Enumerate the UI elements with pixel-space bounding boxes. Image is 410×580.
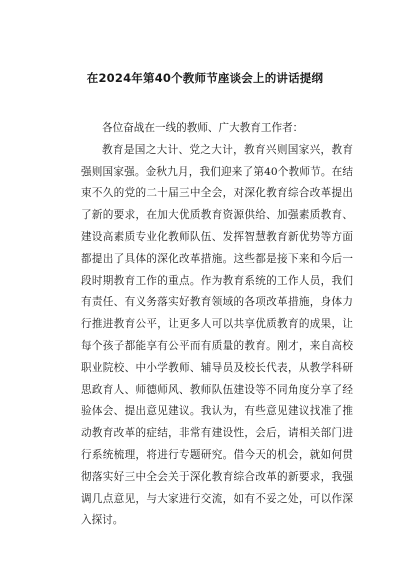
paragraph-line: 有责任、有义务落实好教育领域的各项改革措施，身体力 — [81, 296, 353, 309]
paragraph-line: 行系统梳理，将进行专题研究。借今天的机会，就如何贯 — [81, 448, 353, 461]
paragraph-line: 动教育改革的症结，非常有建设性，会后，请相关部门进 — [81, 427, 353, 440]
paragraph-line: 验体会、提出意见建议。我认为，有些意见建议找准了推 — [81, 405, 353, 418]
document-title: 在2024年第40个教师节座谈会上的讲话提纲 — [86, 71, 324, 85]
paragraph-line: 彻落实好三中全会关于深化教育综合改革的新要求，我强 — [81, 470, 353, 483]
paragraph-line: 了新的要求，在加大优质教育资源供给、加强素质教育、 — [81, 209, 353, 222]
paragraph-line: 思政育人、师德师风、教师队伍建设等不同角度分享了经 — [81, 383, 353, 396]
paragraph-line: 都提出了具体的深化改革措施。这些都是接下来和今后一 — [81, 252, 353, 265]
paragraph-line: 每个孩子都能享有公平而有质量的教育。刚才，来自高校 — [81, 339, 353, 352]
paragraph-line: 行推进教育公平，让更多人可以共享优质教育的成果，让 — [81, 318, 353, 331]
paragraph-line: 调几点意见，与大家进行交流，如有不妥之处，可以作深 — [81, 492, 353, 505]
paragraph-line: 强则国家强。金秋九月，我们迎来了第40个教师节。在结 — [81, 165, 353, 178]
document-body — [81, 118, 353, 532]
paragraph-line: 入探讨。 — [81, 514, 124, 527]
paragraph-line: 教育是国之大计、党之大计，教育兴则国家兴，教育 — [102, 143, 353, 156]
paragraph-line: 段时期教育工作的重点。作为教育系统的工作人员，我们 — [81, 274, 353, 287]
paragraph-line: 束不久的党的二十届三中全会，对深化教育综合改革提出 — [81, 187, 353, 200]
paragraph-line: 建设高素质专业化教师队伍、发挥智慧教育新优势等方面 — [81, 230, 353, 243]
paragraph-line: 职业院校、中小学教师、辅导员及校长代表，从教学科研 — [81, 361, 353, 374]
salutation-line: 各位奋战在一线的教师、广大教育工作者： — [102, 122, 304, 134]
